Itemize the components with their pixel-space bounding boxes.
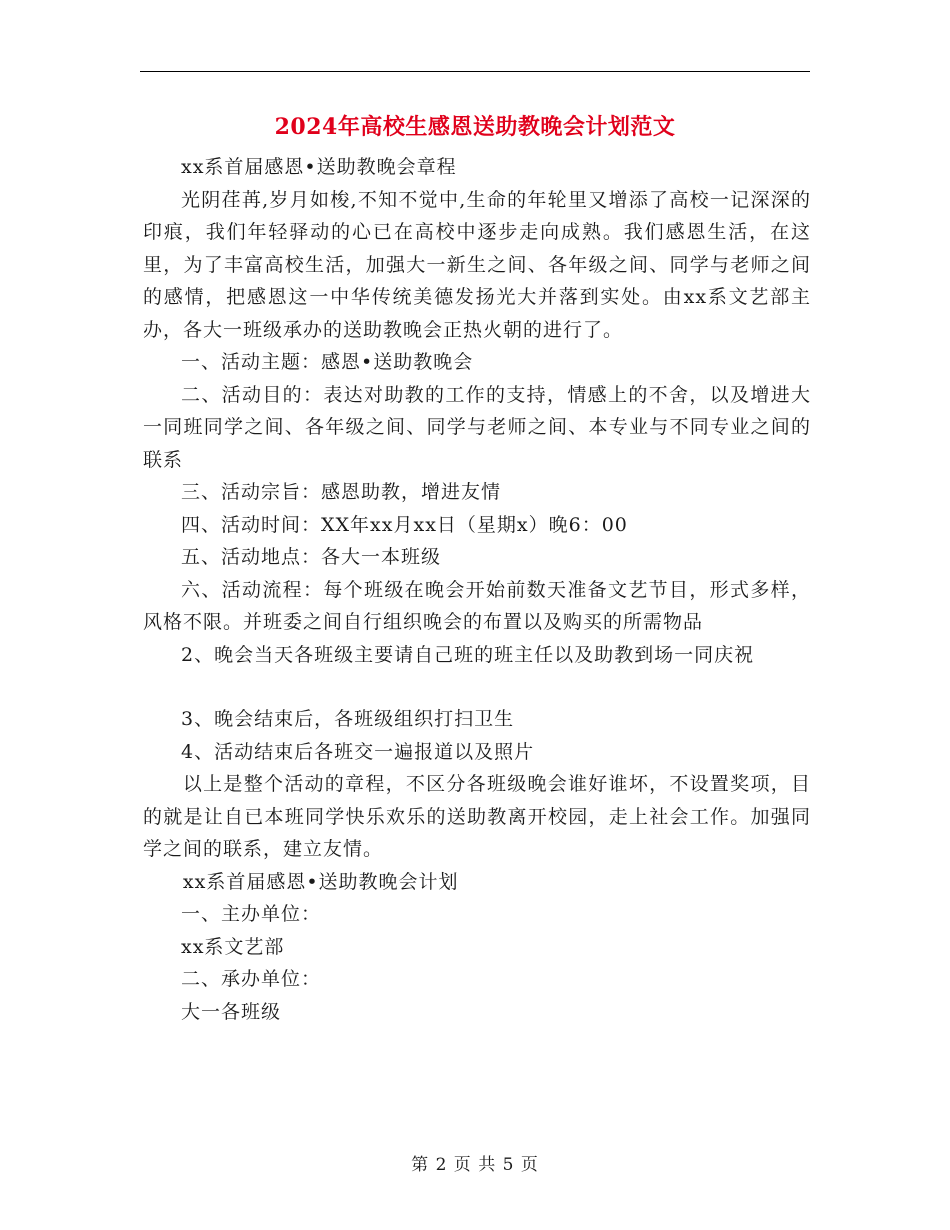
charter-summary: 以上是整个活动的章程，不区分各班级晚会谁好谁坏，不设置奖项，目的就是让自已本班同学快乐欢乐的送助教离开校园，走上社会工作。加强同学之间的联系，建立友情。	[143, 773, 811, 860]
process-step-3: 3、晚会结束后，各班级组织打扫卫生	[181, 708, 515, 730]
activity-location: 五、活动地点：各大一本班级	[181, 546, 442, 568]
section-heading-charter: xx系首届感恩•送助教晚会章程	[181, 156, 457, 178]
section-heading-plan: xx系首届感恩•送助教晚会计划	[182, 870, 459, 893]
header-rule	[140, 71, 810, 72]
activity-time: 四、活动时间：XX年xx月xx日（星期x）晚6：00	[181, 513, 628, 536]
page-number: 第 2 页 共 5 页	[411, 1155, 539, 1175]
document-body	[143, 151, 811, 1028]
organizer-value: xx系文艺部	[181, 935, 285, 958]
activity-purpose: 二、活动目的：表达对助教的工作的支持，情感上的不舍，以及增进大一同班同学之间、各年级之间、同学与老师之间、本专业与不同专业之间的联系	[143, 383, 811, 471]
activity-theme: 一、活动主题：感恩•送助教晚会	[181, 351, 474, 373]
process-step-4: 4、活动结束后各班交一遍报道以及照片	[181, 740, 535, 763]
process-step-2: 2、晚会当天各班级主要请自己班的班主任以及助教到场一同庆祝	[181, 643, 755, 666]
organizer-heading: 一、主办单位：	[181, 903, 322, 925]
activity-tenet: 三、活动宗旨：感恩助教，增进友情	[181, 481, 502, 503]
co-organizer-heading: 二、承办单位：	[181, 968, 322, 990]
co-organizer-value: 大一各班级	[181, 1000, 282, 1023]
activity-process: 六、活动流程：每个班级在晚会开始前数天准备文艺节目，形式多样，风格不限。并班委之间自行组织晚会的布置以及购买的所需物品	[143, 578, 811, 633]
document-title: 2024年高校生感恩送助教晚会计划范文	[274, 114, 676, 140]
intro-paragraph: 光阴荏苒,岁月如梭,不知不觉中,生命的年轮里又增添了高校一记深深的印痕，我们年轻驿动的心已在高校中逐步走向成熟。我们感恩生活，在这里，为了丰富高校生活，加强大一新生之间、各年级之间、同学与老师之间的感情，把感恩这一中华传统美德发扬光大并落到实处。由xx系文艺部主办，各大一班级承办的送助教晚会正热火朝的进行了。	[143, 188, 811, 341]
